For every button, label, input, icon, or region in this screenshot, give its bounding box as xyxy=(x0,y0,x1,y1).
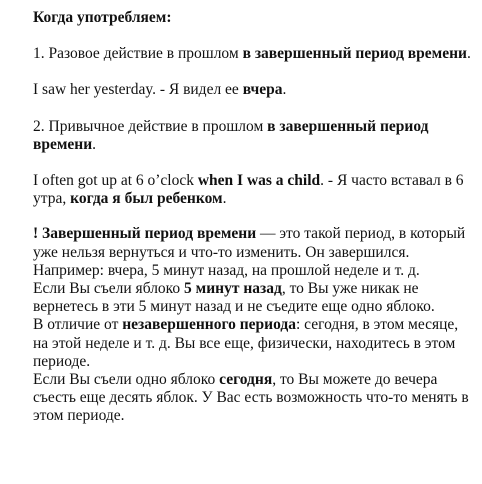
spacer xyxy=(33,27,473,45)
explanation-unfinished xyxy=(33,316,473,371)
explanation-today xyxy=(33,371,473,426)
example-one xyxy=(33,81,473,99)
example-two-middle: . - Я часто вставал в 6 утра, xyxy=(33,172,464,208)
explanation-past-emphasis: 5 минут назад xyxy=(184,280,282,298)
example-two-text: I often got up at 6 o’clock xyxy=(33,172,198,190)
note-definition xyxy=(33,225,473,280)
spacer xyxy=(33,100,473,118)
note-text: — это такой период, в который уже нельзя вернуться и что-то изменить. Он завершился. Например: вчера, 5 минут назад, на прошлой неделе и т. д. xyxy=(33,225,466,279)
explanation-today-emphasis: сегодня xyxy=(219,371,273,389)
rule-one-text: 1. Разовое действие в прошлом xyxy=(33,45,243,63)
spacer xyxy=(33,154,473,172)
explanation-past-text: Если Вы съели яблоко xyxy=(33,280,185,298)
example-two-emphasis: when I was a child xyxy=(197,172,321,190)
example-one-text: I saw her yesterday. - Я видел ее xyxy=(33,81,243,99)
example-two-end: . xyxy=(222,190,227,208)
example-two xyxy=(33,172,473,208)
rule-one-emphasis: в завершенный период времени xyxy=(242,45,467,63)
example-one-end: . xyxy=(282,81,287,99)
rule-two-emphasis: в завершенный период времени xyxy=(33,117,429,153)
spacer xyxy=(33,208,473,225)
explanation-unfinished-end: : сегодня, в этом месяце, на этой неделе и т. д. Вы все еще, физически, находитесь в этом периоде. xyxy=(33,316,459,370)
example-two-emphasis-2: когда я был ребенком xyxy=(70,190,223,208)
rule-one xyxy=(33,45,473,63)
explanation-today-text: Если Вы съели одно яблоко xyxy=(33,371,220,389)
rule-two-end: . xyxy=(92,135,97,153)
explanation-past xyxy=(33,280,473,316)
section-heading: Когда употребляем: xyxy=(33,9,172,26)
explanation-unfinished-emphasis: незавершенного периода xyxy=(122,316,296,334)
note-emphasis: ! Завершенный период времени xyxy=(33,225,257,243)
rule-two xyxy=(33,118,473,154)
explanation-today-end: , то Вы можете до вечера съесть еще десять яблок. У Вас есть возможность что-то менять в этом периоде. xyxy=(33,371,469,425)
document-body xyxy=(33,9,473,426)
explanation-unfinished-text: В отличие от xyxy=(33,316,123,334)
example-one-emphasis: вчера xyxy=(242,81,283,99)
rule-two-text: 2. Привычное действие в прошлом xyxy=(33,117,268,135)
rule-one-end: . xyxy=(466,45,471,63)
spacer xyxy=(33,63,473,81)
explanation-past-end: , то Вы уже никак не вернетесь в эти 5 минут назад и не съедите еще одно яблоко. xyxy=(33,280,435,316)
